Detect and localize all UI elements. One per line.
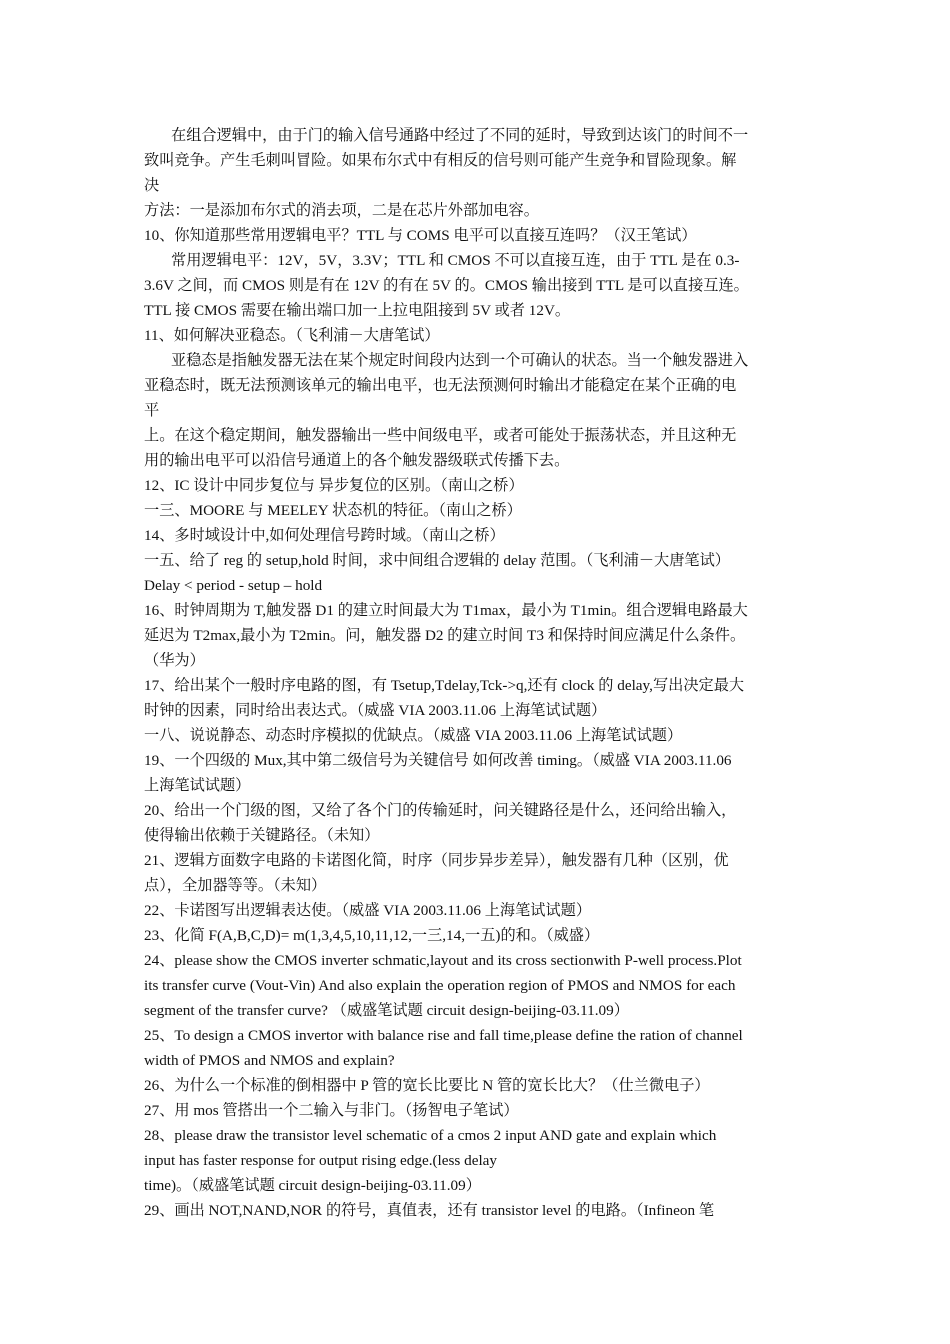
question-line: 20、给出一个门级的图，又给了各个门的传输延时，问关键路径是什么，还问给出输入， (144, 802, 737, 819)
question-line: 使得输出依赖于关键路径。（未知） (144, 827, 380, 844)
question-line: 24、please show the CMOS inverter schmatic,layout and its cross sectionwith P-well process.Plot (144, 952, 742, 969)
answer-line: 常用逻辑电平：12V，5V，3.3V；TTL 和 CMOS 不可以直接互连，由于 TTL 是在 0.3- (171, 252, 740, 269)
question-line: 28、please draw the transistor level schematic of a cmos 2 input AND gate and explain which (144, 1127, 717, 1144)
answer-line: 用的输出电平可以沿信号通道上的各个触发器级联式传播下去。 (144, 452, 570, 469)
question-line: 点），全加器等等。（未知） (144, 877, 327, 894)
paragraph-line: 决 (144, 177, 160, 194)
question-line: 21、逻辑方面数字电路的卡诺图化简，时序（同步异步差异），触发器有几种（区别，优 (144, 852, 729, 869)
paragraph-line: 在组合逻辑中，由于门的输入信号通路中经过了不同的延时，导致到达该门的时间不一 (171, 127, 749, 144)
question-line: 19、一个四级的 Mux,其中第二级信号为关键信号 如何改善 timing。（威盛 VIA 2003.11.06 (144, 752, 732, 769)
question-line: 上海笔试试题） (144, 777, 251, 794)
question-line: 26、为什么一个标准的倒相器中 P 管的宽长比要比 N 管的宽长比大？（仕兰微电子） (144, 1077, 710, 1094)
question-line: 17、给出某个一般时序电路的图，有 Tsetup,Tdelay,Tck->q,还有 clock 的 delay,写出决定最大 (144, 677, 745, 694)
answer-line: 上。在这个稳定期间，触发器输出一些中间级电平，或者可能处于振荡状态，并且这种无 (144, 427, 737, 444)
question-line: 29、画出 NOT,NAND,NOR 的符号，真值表，还有 transistor level 的电路。（Infineon 笔 (144, 1202, 715, 1219)
answer-line: 亚稳态是指触发器无法在某个规定时间段内达到一个可确认的状态。当一个触发器进入 (171, 352, 749, 369)
question-line: （华为） (144, 652, 205, 669)
question-line: 11、如何解决亚稳态。（飞利浦－大唐笔试） (144, 327, 440, 344)
question-line: 23、化简 F(A,B,C,D)= m(1,3,4,5,10,11,12,一三,14,一五)的和。（威盛） (144, 927, 600, 944)
question-line: 27、用 mos 管搭出一个二输入与非门。（扬智电子笔试） (144, 1102, 519, 1119)
question-line: 一五、给了 reg 的 setup,hold 时间，求中间组合逻辑的 delay 范围。（飞利浦－大唐笔试） (144, 552, 730, 569)
paragraph-line: 致叫竞争。产生毛刺叫冒险。如果布尔式中有相反的信号则可能产生竞争和冒险现象。解 (144, 152, 737, 169)
question-line: input has faster response for output rising edge.(less delay (144, 1152, 498, 1169)
question-line: 22、卡诺图写出逻辑表达使。（威盛 VIA 2003.11.06 上海笔试试题） (144, 902, 592, 919)
formula-line: Delay < period - setup – hold (144, 577, 323, 594)
answer-line: TTL 接 CMOS 需要在输出端口加一上拉电阻接到 5V 或者 12V。 (144, 302, 571, 319)
answer-line: 3.6V 之间，而 CMOS 则是有在 12V 的有在 5V 的。CMOS 输出接到 TTL 是可以直接互连。 (144, 277, 749, 294)
question-line: segment of the transfer curve? （威盛笔试题 circuit design-beijing-03.11.09） (144, 1002, 629, 1019)
answer-line: 平 (144, 402, 160, 419)
question-line: width of PMOS and NMOS and explain? (144, 1052, 395, 1069)
answer-line: 亚稳态时，既无法预测该单元的输出电平，也无法预测何时输出才能稳定在某个正确的电 (144, 377, 737, 394)
question-line: time)。（威盛笔试题 circuit design-beijing-03.11.09） (144, 1177, 481, 1194)
question-line: 延迟为 T2max,最小为 T2min。问，触发器 D2 的建立时间 T3 和保持时间应满足什么条件。 (144, 627, 746, 644)
question-line: 25、To design a CMOS invertor with balance rise and fall time,please define the ration of channel (144, 1027, 743, 1044)
question-line: 一八、说说静态、动态时序模拟的优缺点。（威盛 VIA 2003.11.06 上海笔试试题） (144, 727, 683, 744)
question-line: 12、IC 设计中同步复位与 异步复位的区别。（南山之桥） (144, 477, 524, 494)
paragraph-line: 方法：一是添加布尔式的消去项，二是在芯片外部加电容。 (144, 202, 539, 219)
question-line: its transfer curve (Vout-Vin) And also explain the operation region of PMOS and NMOS for each (144, 977, 736, 994)
question-line: 16、时钟周期为 T,触发器 D1 的建立时间最大为 T1max，最小为 T1min。组合逻辑电路最大 (144, 602, 748, 619)
question-line: 时钟的因素，同时给出表达式。（威盛 VIA 2003.11.06 上海笔试试题） (144, 702, 607, 719)
question-line: 一三、MOORE 与 MEELEY 状态机的特征。（南山之桥） (144, 502, 522, 519)
question-line: 10、你知道那些常用逻辑电平？TTL 与 COMS 电平可以直接互连吗？（汉王笔试） (144, 227, 697, 244)
question-line: 14、多时域设计中,如何处理信号跨时域。（南山之桥） (144, 527, 505, 544)
